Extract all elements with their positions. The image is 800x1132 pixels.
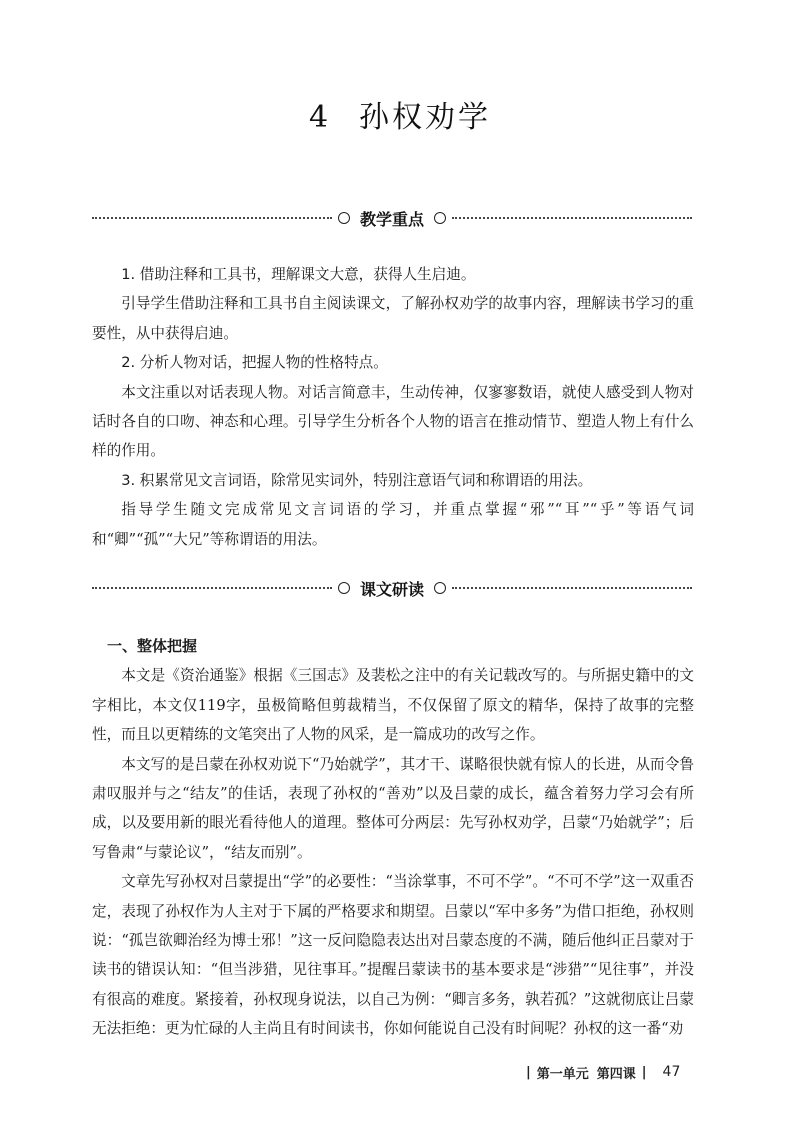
circle-ornament-icon bbox=[434, 212, 446, 224]
focus-point: 2. 分析人物对话，把握人物的性格特点。 bbox=[121, 354, 388, 372]
footer-separator: | bbox=[641, 1064, 647, 1080]
teaching-focus-content bbox=[92, 260, 694, 554]
body-paragraph: 文章先写孙权对吕蒙提出“学”的必要性：“当涂掌事，不可不学”。“不可不学”这一双重否定，表现了孙权作为人主对于下属的严格要求和期望。吕蒙以“军中多务”为借口拒绝，孙权则说：“孤岂欲卿治经为博士邪！”这一反问隐隐表达出对吕蒙态度的不满，随后他纠正吕蒙对于读书的错误认知：“但当涉猎，见往事耳。”提醒吕蒙读书的基本要求是“涉猎”“见往事”，并没有很高的难度。紧接着，孙权现身说法，以自己为例：“卿言多务，孰若孤？”这就彻底让吕蒙无法拒绝：更为忙碌的人主尚且有时间读书，你如何能说自己没有时间呢？孙权的这一番“劝 bbox=[92, 873, 694, 1038]
dotted-divider-right bbox=[452, 587, 692, 589]
section-header-teaching-focus bbox=[92, 207, 692, 229]
footer-lesson: 第四课 bbox=[596, 1066, 636, 1082]
dotted-divider-right bbox=[452, 217, 692, 219]
page-footer bbox=[520, 1060, 720, 1084]
focus-explanation: 指导学生随文完成常见文言词语的学习，并重点掌握“邪”“耳”“乎”等语气词和“卿”“孤”“大兄”等称谓语的用法。 bbox=[92, 501, 694, 548]
focus-point: 1. 借助注释和工具书，理解课文大意，获得人生启迪。 bbox=[121, 266, 476, 283]
lesson-title bbox=[0, 92, 800, 136]
focus-point: 3. 积累常见文言词语，除常见实词外，特别注意语气词和称谓语的用法。 bbox=[121, 471, 593, 489]
circle-ornament-icon bbox=[338, 582, 350, 594]
circle-ornament-icon bbox=[434, 582, 446, 594]
body-paragraph: 本文是《资治通鉴》根据《三国志》及裴松之注中的有关记载改写的。与所据史籍中的文字相比，本文仅119字，虽极简略但剪裁精当，不仅保留了原文的精华，保持了故事的完整性，而且以更精练的文笔突出了人物的风采，是一篇成功的改写之作。 bbox=[92, 667, 694, 744]
lesson-number: 4 bbox=[308, 100, 332, 135]
focus-explanation: 引导学生借助注释和工具书自主阅读课文，了解孙权劝学的故事内容，理解读书学习的重要性，从中获得启迪。 bbox=[92, 295, 694, 342]
section-title: 课文研读 bbox=[360, 579, 425, 599]
footer-separator: | bbox=[526, 1064, 531, 1080]
text-study-content bbox=[92, 632, 694, 1044]
subheading: 一、整体把握 bbox=[107, 637, 198, 655]
page-number: 47 bbox=[662, 1064, 681, 1080]
lesson-title-text: 孙权劝学 bbox=[359, 100, 492, 135]
section-title: 教学重点 bbox=[360, 209, 425, 229]
overall-grasp-paragraphs bbox=[92, 661, 694, 1043]
focus-explanation: 本文注重以对话表现人物。对话言简意丰，生动传神，仅寥寥数语，就使人感受到人物对话时各自的口吻、神态和心理。引导学生分析各个人物的语言在推动情节、塑造人物上有什么样的作用。 bbox=[92, 383, 694, 460]
footer-unit: 第一单元 bbox=[536, 1066, 589, 1082]
dotted-divider-left bbox=[92, 587, 332, 589]
body-paragraph: 本文写的是吕蒙在孙权劝说下“乃始就学”，其才干、谋略很快就有惊人的长进，从而令鲁肃叹服并与之“结友”的佳话，表现了孙权的“善劝”以及吕蒙的成长，蕴含着努力学习会有所成，以及要用新的眼光看待他人的道理。整体可分两层：先写孙权劝学，吕蒙“乃始就学”；后写鲁肃“与蒙论议”，“结友而别”。 bbox=[92, 755, 694, 861]
dotted-divider-left bbox=[92, 217, 332, 219]
circle-ornament-icon bbox=[338, 212, 350, 224]
section-header-text-study bbox=[92, 577, 692, 599]
